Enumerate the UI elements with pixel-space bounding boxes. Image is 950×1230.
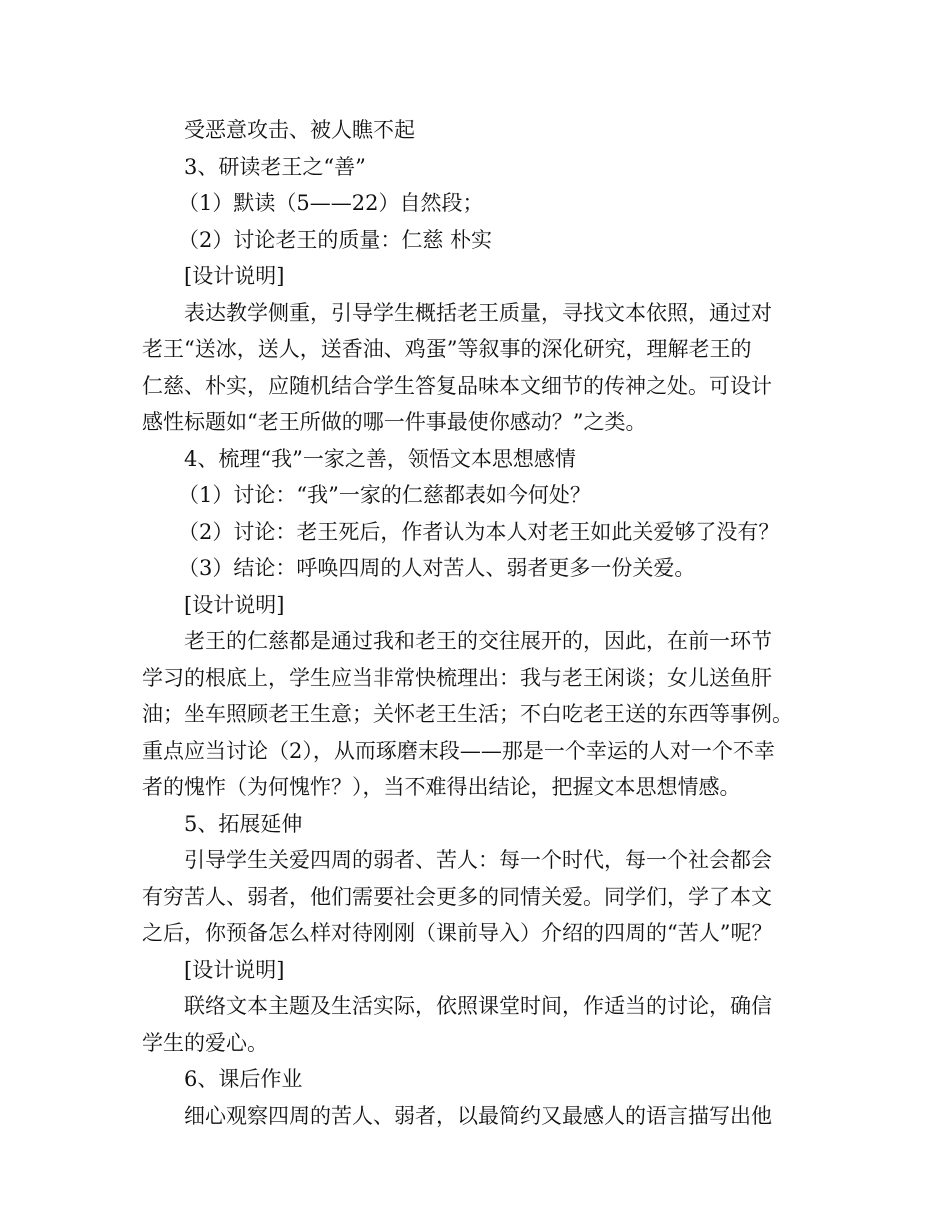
text-line: 学习的根底上，学生应当非常快梳理出：我与老王闲谈；女儿送鱼肝 bbox=[142, 665, 772, 690]
text-line: 受恶意攻击、被人瞧不起 bbox=[184, 118, 415, 142]
text-line: 5、拓展延伸 bbox=[184, 811, 303, 836]
text-line: 4、梳理“我”一家之善，领悟文本思想感情 bbox=[184, 446, 576, 471]
text-line: 老王的仁慈都是通过我和老王的交往展开的，因此，在前一环节 bbox=[184, 629, 772, 653]
text-line: 3、研读老王之“善” bbox=[184, 154, 366, 179]
text-line: 有穷苦人、弱者，他们需要社会更多的同情关爱。同学们，学了本文 bbox=[142, 884, 772, 909]
text-line: （1）默读（5——22）自然段； bbox=[178, 191, 484, 215]
text-line: （1）讨论：“我”一家的仁慈都表如今何处？ bbox=[178, 483, 591, 507]
text-line: [设计说明] bbox=[184, 592, 285, 617]
text-line: 引导学生关爱四周的弱者、苦人：每一个时代，每一个社会都会 bbox=[184, 848, 772, 872]
text-line: 6、课后作业 bbox=[184, 1067, 303, 1091]
text-line: 重点应当讨论（2），从而琢磨末段——那是一个幸运的人对一个不幸 bbox=[142, 738, 775, 763]
text-line: （3）结论：呼唤四周的人对苦人、弱者更多一份关爱。 bbox=[178, 556, 696, 580]
text-line: 老王“送冰，送人，送香油、鸡蛋”等叙事的深化研究，理解老王的 bbox=[142, 337, 752, 361]
text-line: 之后，你预备怎么样对待刚刚（课前导入）介绍的四周的“苦人”呢？ bbox=[142, 921, 773, 945]
text-line: 者的愧怍（为何愧怍？），当不难得出结论，把握文本思想情感。 bbox=[142, 775, 741, 799]
text-line: 联络文本主题及生活实际，依照课堂时间，作适当的讨论，确信 bbox=[184, 994, 772, 1018]
text-line: 表达教学侧重，引导学生概括老王质量，寻找文本依照，通过对 bbox=[184, 300, 772, 325]
text-line: 学生的爱心。 bbox=[142, 1030, 268, 1055]
text-line: [设计说明] bbox=[184, 264, 285, 288]
text-line: （2）讨论：老王死后，作者认为本人对老王如此关爱够了没有？ bbox=[178, 519, 780, 544]
text-line: 细心观察四周的苦人、弱者，以最简约又最感人的语言描写出他 bbox=[184, 1103, 772, 1128]
text-line: [设计说明] bbox=[184, 957, 285, 982]
text-line: 仁慈、朴实，应随机结合学生答复品味本文细节的传神之处。可设计 bbox=[142, 373, 772, 398]
text-line: 感性标题如“老王所做的哪一件事最使你感动？”之类。 bbox=[142, 410, 647, 434]
text-line: （2）讨论老王的质量：仁慈 朴实 bbox=[178, 227, 493, 252]
text-line: 油；坐车照顾老王生意；关怀老王生活；不白吃老王送的东西等事例。 bbox=[142, 702, 793, 726]
document-body bbox=[142, 112, 818, 1134]
